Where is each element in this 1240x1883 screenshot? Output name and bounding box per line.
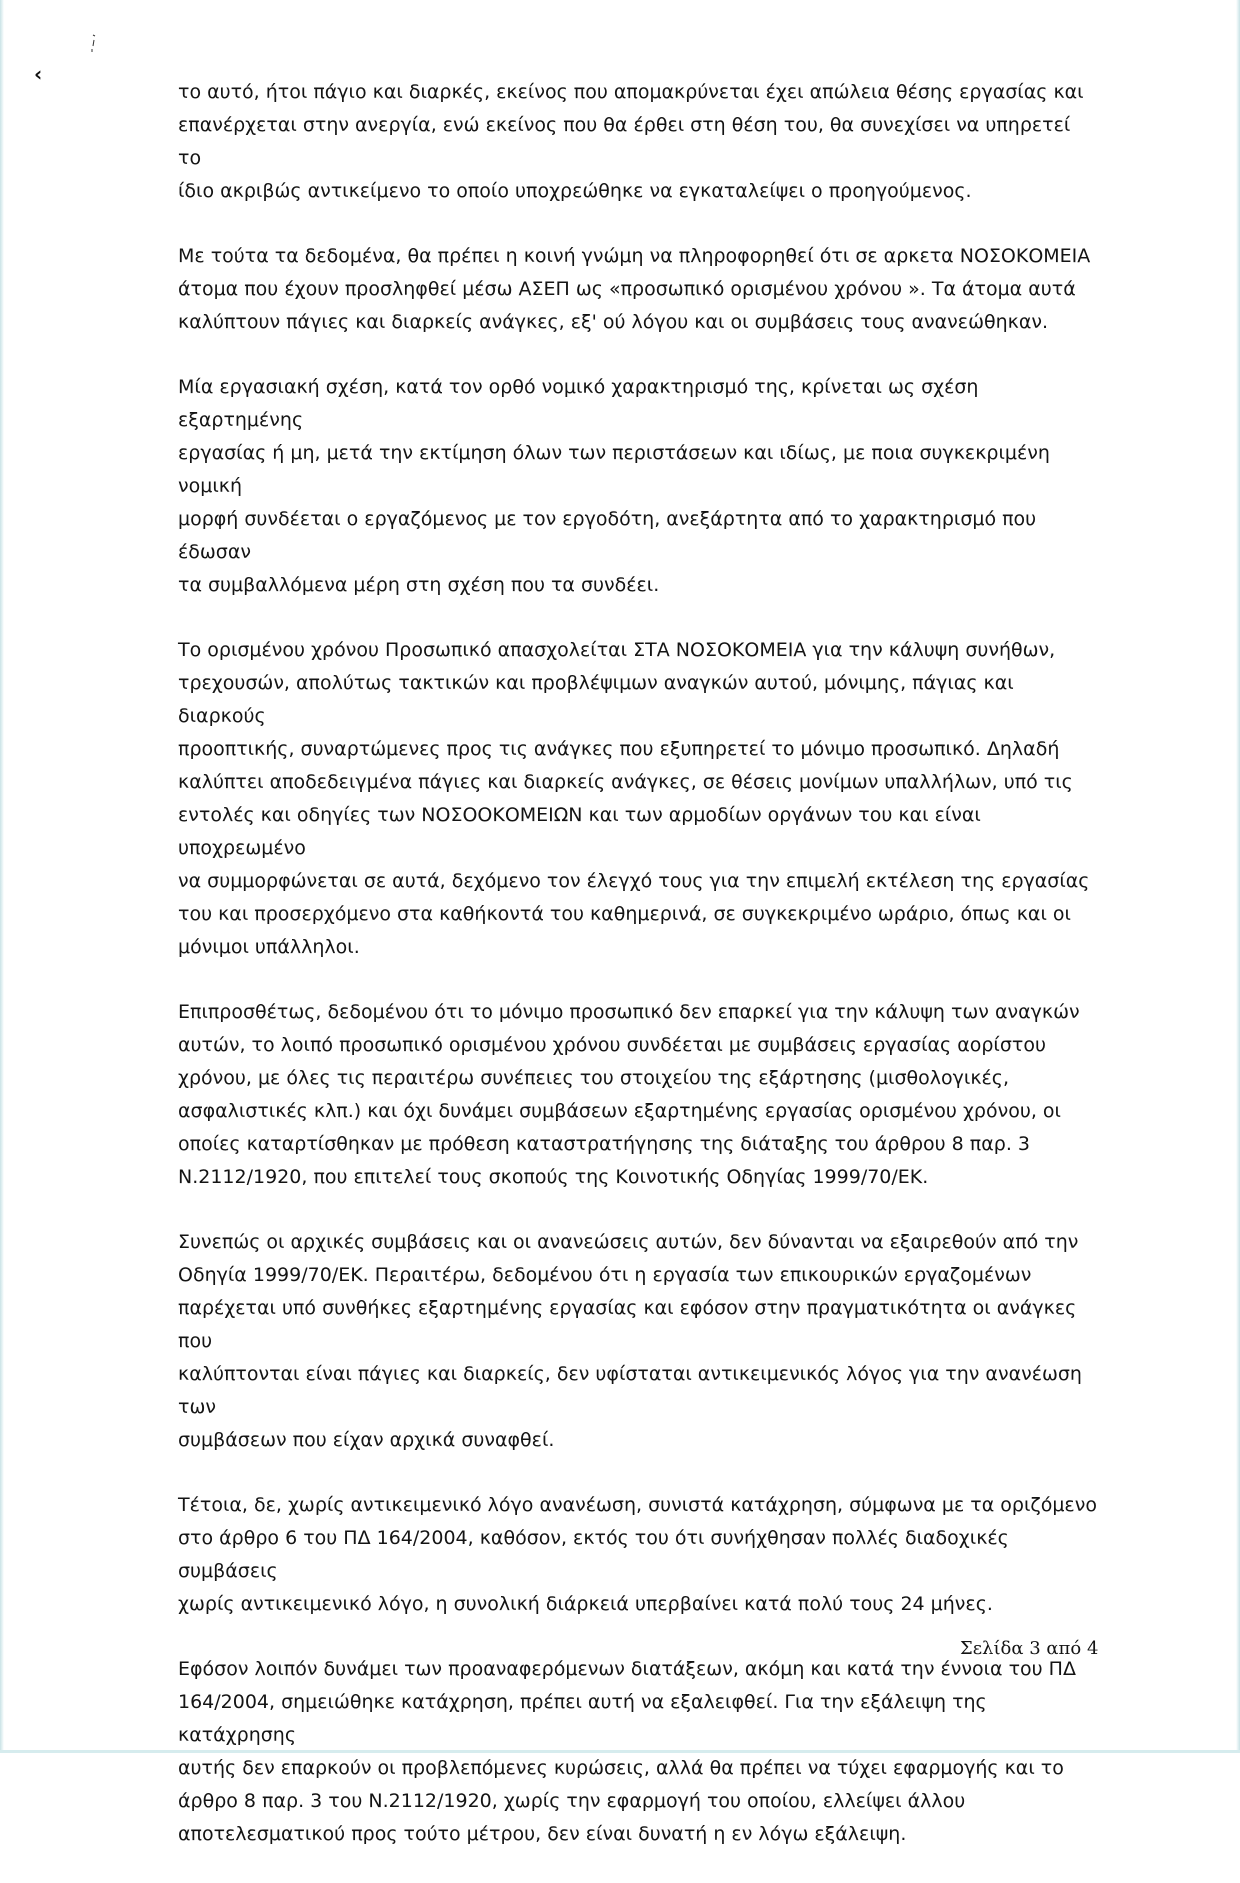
paragraph: Μία εργασιακή σχέση, κατά τον ορθό νομικό χαρακτηρισμό της, κρίνεται ως σχέση εξαρτημένης εργασίας ή μη, μετά την εκτίμηση όλων των περιστάσεων και ιδίως, με ποια συγκεκριμένη νομική μορφή συνδέεται ο εργαζόμενος με τον εργοδότη, ανεξάρτητα από το χαρακτηρισμό που έδωσαν τα συμβαλλόμενα μέρη στη σχέση που τα συνδέει. (178, 376, 1050, 596)
scan-speck-icon (90, 34, 96, 54)
paragraph: Εφόσον λοιπόν δυνάμει των προαναφερόμενων διατάξεων, ακόμη και κατά την έννοια του ΠΔ 164/2004, σημειώθηκε κατάχρηση, πρέπει αυτή να εξαλειφθεί. Για την εξάλειψη της κατάχρησης αυτής δεν επαρκούν οι προβλεπόμενες κυρώσεις, αλλά θα πρέπει να τύχει εφαρμογής και το άρθρο 8 παρ. 3 του Ν.2112/1920, χωρίς την εφαρμογή του οποίου, ελλείψει άλλου αποτελεσματικού προς τούτο μέτρου, δεν είναι δυνατή η εν λόγω εξάλειψη. (178, 1658, 1076, 1845)
paragraph: Επιπροσθέτως, δεδομένου ότι το μόνιμο προσωπικό δεν επαρκεί για την κάλυψη των αναγκών αυτών, το λοιπό προσωπικό ορισμένου χρόνου συνδέεται με συμβάσεις εργασίας αορίστου χρόνου, με όλες τις περαιτέρω συνέπειες του στοιχείου της εξάρτησης (μισθολογικές, ασφαλιστικές κλπ.) και όχι δυνάμει συμβάσεων εξαρτημένης εργασίας ορισμένου χρόνου, οι οποίες καταρτίσθηκαν με πρόθεση καταστρατήγησης της διάταξης του άρθρου 8 παρ. 3 Ν.2112/1920, που επιτελεί τους σκοπούς της Κοινοτικής Οδηγίας 1999/70/ΕΚ. (178, 1001, 1080, 1188)
paragraph: Συνεπώς οι αρχικές συμβάσεις και οι ανανεώσεις αυτών, δεν δύνανται να εξαιρεθούν από την Οδηγία 1999/70/ΕΚ. Περαιτέρω, δεδομένου ότι η εργασία των επικουρικών εργαζομένων παρέχεται υπό συνθήκες εξαρτημένης εργασίας και εφόσον στην πραγματικότητα οι ανάγκες που καλύπτονται είναι πάγιες και διαρκείς, δεν υφίσταται αντικειμενικός λόγος για την ανανέωση των συμβάσεων που είχαν αρχικά συναφθεί. (178, 1231, 1082, 1451)
scan-edge-left (0, 0, 4, 1753)
page-number-footer: Σελίδα 3 από 4 (960, 1638, 1099, 1659)
margin-mark: ‹ (34, 62, 43, 86)
body-text (178, 76, 1098, 1883)
paragraph: Το ορισμένου χρόνου Προσωπικό απασχολείται ΣΤΑ ΝΟΣΟΚΟΜΕΙΑ για την κάλυψη συνήθων, τρεχουσών, απολύτως τακτικών και προβλέψιμων αναγκών αυτού, μόνιμης, πάγιας και διαρκούς προοπτικής, συναρτώμενες προς τις ανάγκες που εξυπηρετεί το μόνιμο προσωπικό. Δηλαδή καλύπτει αποδεδειγμένα πάγιες και διαρκείς ανάγκες, σε θέσεις μονίμων υπαλλήλων, υπό τις εντολές και οδηγίες των ΝΟΣΟΟΚΟΜΕΙΩΝ και των αρμοδίων οργάνων του και είναι υποχρεωμένο να συμμορφώνεται σε αυτά, δεχόμενο τον έλεγχό τους για την επιμελή εκτέλεση της εργασίας του και προσερχόμενο στα καθήκοντά του καθημερινά, σε συγκεκριμένο ωράριο, όπως και οι μόνιμοι υπάλληλοι. (178, 639, 1090, 958)
paragraph: Τέτοια, δε, χωρίς αντικειμενικό λόγο ανανέωση, συνιστά κατάχρηση, σύμφωνα με τα οριζόμενο στο άρθρο 6 του ΠΔ 164/2004, καθόσον, εκτός του ότι συνήχθησαν πολλές διαδοχικές συμβάσεις χωρίς αντικειμενικό λόγο, η συνολική διάρκειά υπερβαίνει κατά πολύ τους 24 μήνες. (178, 1494, 1097, 1615)
paragraph: Με τούτα τα δεδομένα, θα πρέπει η κοινή γνώμη να πληροφορηθεί ότι σε αρκετα ΝΟΣΟΚΟΜΕΙΑ άτομα που έχουν προσληφθεί μέσω ΑΣΕΠ ως «προσωπικό ορισμένου χρόνου ». Τα άτομα αυτά καλύπτουν πάγιες και διαρκείς ανάγκες, εξ' ού λόγου και οι συμβάσεις τους ανανεώθηκαν. (178, 245, 1091, 333)
paragraph: το αυτό, ήτοι πάγιο και διαρκές, εκείνος που απομακρύνεται έχει απώλεια θέσης εργασίας και επανέρχεται στην ανεργία, ενώ εκείνος που θα έρθει στη θέση του, θα συνεχίσει να υπηρετεί το ίδιο ακριβώς αντικείμενο το οποίο υποχρεώθηκε να εγκαταλείψει ο προηγούμενος. (178, 81, 1084, 202)
scan-edge-right (1236, 0, 1240, 1753)
